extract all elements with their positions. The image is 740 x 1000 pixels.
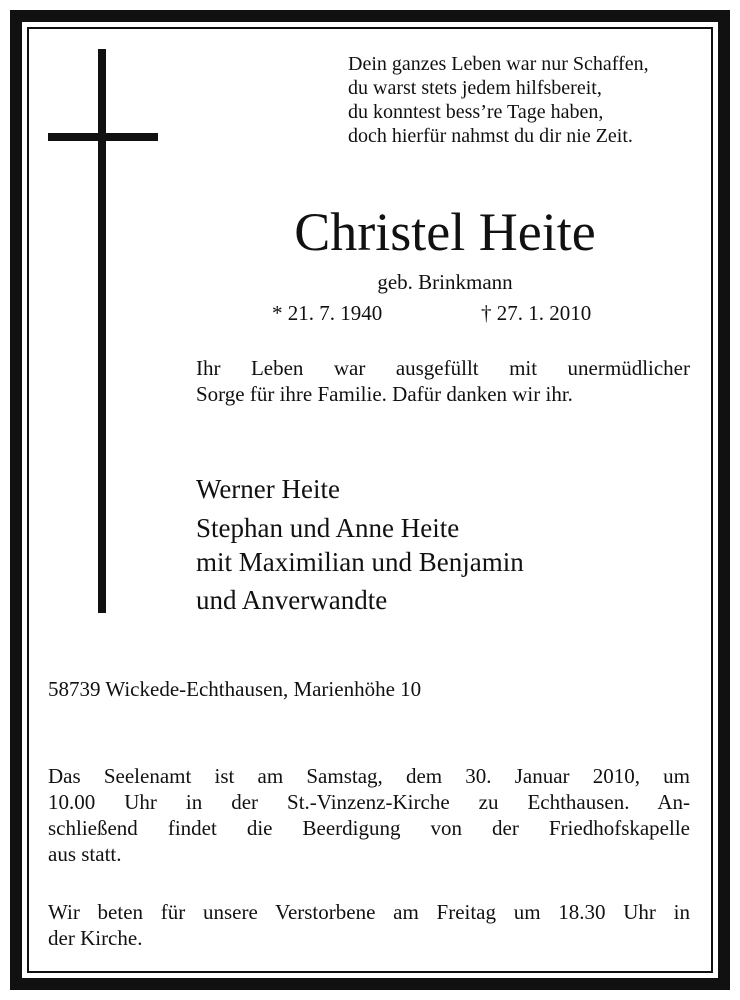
service-line: schließend findet die Beerdigung von der Friedhofskapelle bbox=[48, 816, 690, 840]
poem-line: du konntest bess’re Tage haben, bbox=[348, 101, 604, 123]
prayer-line: Wir beten für unsere Verstorbene am Freitag um 18.30 Uhr in bbox=[48, 900, 690, 924]
tribute-line: Sorge für ihre Familie. Dafür danken wir ihr. bbox=[196, 382, 573, 406]
mourner-line: mit Maximilian und Benjamin bbox=[196, 547, 524, 577]
tribute-line: Ihr Leben war ausgefüllt mit unermüdlicher bbox=[196, 356, 690, 380]
mourners-list bbox=[196, 472, 524, 617]
mourner-line: Stephan und Anne Heite bbox=[196, 513, 460, 543]
service-line: aus statt. bbox=[48, 842, 122, 866]
maiden-name: geb. Brinkmann bbox=[377, 270, 513, 294]
poem-line: doch hierfür nahmst du dir nie Zeit. bbox=[348, 125, 633, 147]
mourner-line: Werner Heite bbox=[196, 474, 340, 504]
deceased-name: Christel Heite bbox=[294, 202, 596, 262]
birth-date: * 21. 7. 1940 bbox=[272, 301, 383, 325]
service-notice bbox=[48, 763, 690, 867]
prayer-line: der Kirche. bbox=[48, 926, 143, 950]
service-line: Das Seelenamt ist am Samstag, dem 30. Januar 2010, um bbox=[48, 764, 690, 788]
death-date: † 27. 1. 2010 bbox=[481, 301, 592, 325]
poem bbox=[348, 52, 708, 148]
poem-line: Dein ganzes Leben war nur Schaffen, bbox=[348, 53, 649, 75]
cross-icon-beam bbox=[48, 133, 158, 141]
mourner-line: und Anverwandte bbox=[196, 585, 388, 615]
prayer-notice bbox=[48, 899, 690, 951]
service-line: 10.00 Uhr in der St.-Vinzenz-Kirche zu Echthausen. An- bbox=[48, 790, 690, 814]
tribute-text bbox=[196, 355, 690, 407]
poem-line: du warst stets jedem hilfsbereit, bbox=[348, 77, 602, 99]
address: 58739 Wickede-Echthausen, Marienhöhe 10 bbox=[48, 677, 422, 701]
